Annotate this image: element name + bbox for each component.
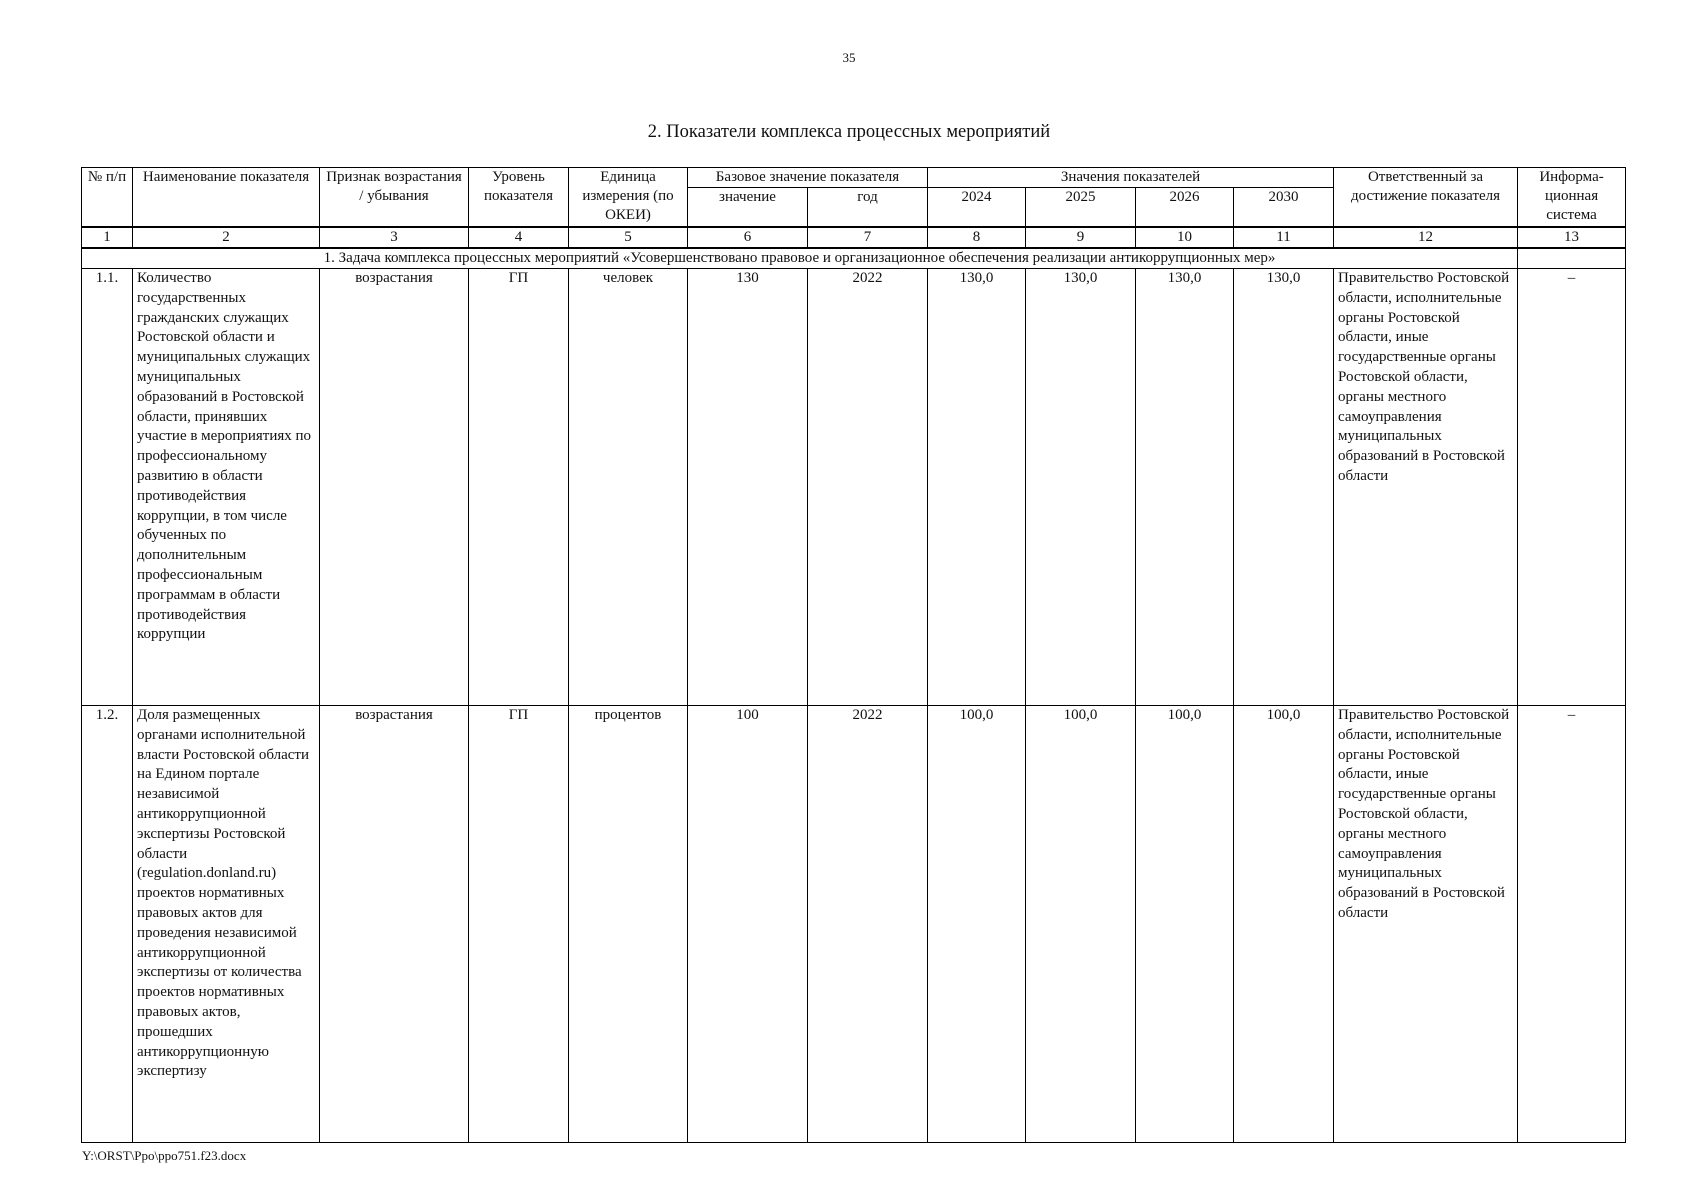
value-2030: 130,0: [1234, 269, 1334, 706]
value-2026: 100,0: [1136, 706, 1234, 1143]
header-info-system: Информа-ционная система: [1518, 168, 1626, 228]
column-number: 9: [1026, 227, 1136, 248]
info-system: –: [1518, 269, 1626, 706]
task-row: [82, 248, 1626, 269]
column-number: 7: [808, 227, 928, 248]
column-number: 2: [133, 227, 320, 248]
page-number: 35: [842, 50, 856, 65]
column-number: 5: [569, 227, 688, 248]
value-2025: 100,0: [1026, 706, 1136, 1143]
column-number: 11: [1234, 227, 1334, 248]
column-number: 8: [928, 227, 1026, 248]
indicator-level: ГП: [469, 706, 569, 1143]
header-year-2024: 2024: [928, 188, 1026, 228]
indicator-sign: возрастания: [320, 706, 469, 1143]
row-number: 1.2.: [82, 706, 133, 1143]
indicator-unit: процентов: [569, 706, 688, 1143]
column-number: 6: [688, 227, 808, 248]
value-2026: 130,0: [1136, 269, 1234, 706]
base-year: 2022: [808, 269, 928, 706]
column-number: 10: [1136, 227, 1234, 248]
header-sign: Признак возрастания / убывания: [320, 168, 469, 228]
task-row-empty-cell: [1518, 248, 1626, 269]
column-number-row: [82, 227, 1626, 248]
header-base-group: Базовое значение показателя: [688, 168, 928, 188]
header-base-value: значение: [688, 188, 808, 228]
column-number: 4: [469, 227, 569, 248]
responsible: Правительство Ростовской области, исполнительные органы Ростовской области, иные государственные органы Ростовской области, органы местного самоуправления муниципальных образований в Ростовской области: [1334, 706, 1518, 1143]
indicator-sign: возрастания: [320, 269, 469, 706]
header-base-year: год: [808, 188, 928, 228]
header-level: Уровень показателя: [469, 168, 569, 228]
header-year-2030: 2030: [1234, 188, 1334, 228]
header-unit: Единица измерения (по ОКЕИ): [569, 168, 688, 228]
value-2024: 100,0: [928, 706, 1026, 1143]
row-number: 1.1.: [82, 269, 133, 706]
info-system: –: [1518, 706, 1626, 1143]
column-number: 1: [82, 227, 133, 248]
indicator-name: Доля размещенных органами исполнительной власти Ростовской области на Едином портале независимой антикоррупционной экспертизы Ростовской области (regulation.donland.ru) проектов нормативных правовых актов для проведения независимой антикоррупционной экспертизы от количества проектов нормативных правовых актов, прошедших антикоррупционную экспертизу: [133, 706, 320, 1143]
value-2024: 130,0: [928, 269, 1026, 706]
value-2025: 130,0: [1026, 269, 1136, 706]
base-value: 100: [688, 706, 808, 1143]
base-value: 130: [688, 269, 808, 706]
indicators-table: [81, 167, 1626, 1143]
responsible: Правительство Ростовской области, исполнительные органы Ростовской области, иные государственные органы Ростовской области, органы местного самоуправления муниципальных образований в Ростовской области: [1334, 269, 1518, 706]
table-row: [82, 269, 1626, 706]
column-number: 13: [1518, 227, 1626, 248]
file-path-footer: Y:\ORST\Ppo\ppo751.f23.docx: [82, 1148, 247, 1163]
header-row: [82, 168, 1626, 188]
value-2030: 100,0: [1234, 706, 1334, 1143]
header-num: № п/п: [82, 168, 133, 228]
indicator-name: Количество государственных гражданских служащих Ростовской области и муниципальных служащих муниципальных образований в Ростовской области, принявших участие в мероприятиях по профессиональному развитию в области противодействия коррупции, в том числе обученных по дополнительным профессиональным программам в области противодействия коррупции: [133, 269, 320, 706]
indicator-unit: человек: [569, 269, 688, 706]
column-number: 3: [320, 227, 469, 248]
task-title: 1. Задача комплекса процессных мероприятий «Усовершенствовано правовое и организационное обеспечения реализации антикоррупционных мер»: [82, 248, 1518, 269]
base-year: 2022: [808, 706, 928, 1143]
header-values-group: Значения показателей: [928, 168, 1334, 188]
indicator-level: ГП: [469, 269, 569, 706]
section-title: 2. Показатели комплекса процессных мероприятий: [647, 122, 1051, 142]
table-row: [82, 706, 1626, 1143]
header-year-2025: 2025: [1026, 188, 1136, 228]
column-number: 12: [1334, 227, 1518, 248]
header-name: Наименование показателя: [133, 168, 320, 228]
header-responsible: Ответственный за достижение показателя: [1334, 168, 1518, 228]
header-year-2026: 2026: [1136, 188, 1234, 228]
